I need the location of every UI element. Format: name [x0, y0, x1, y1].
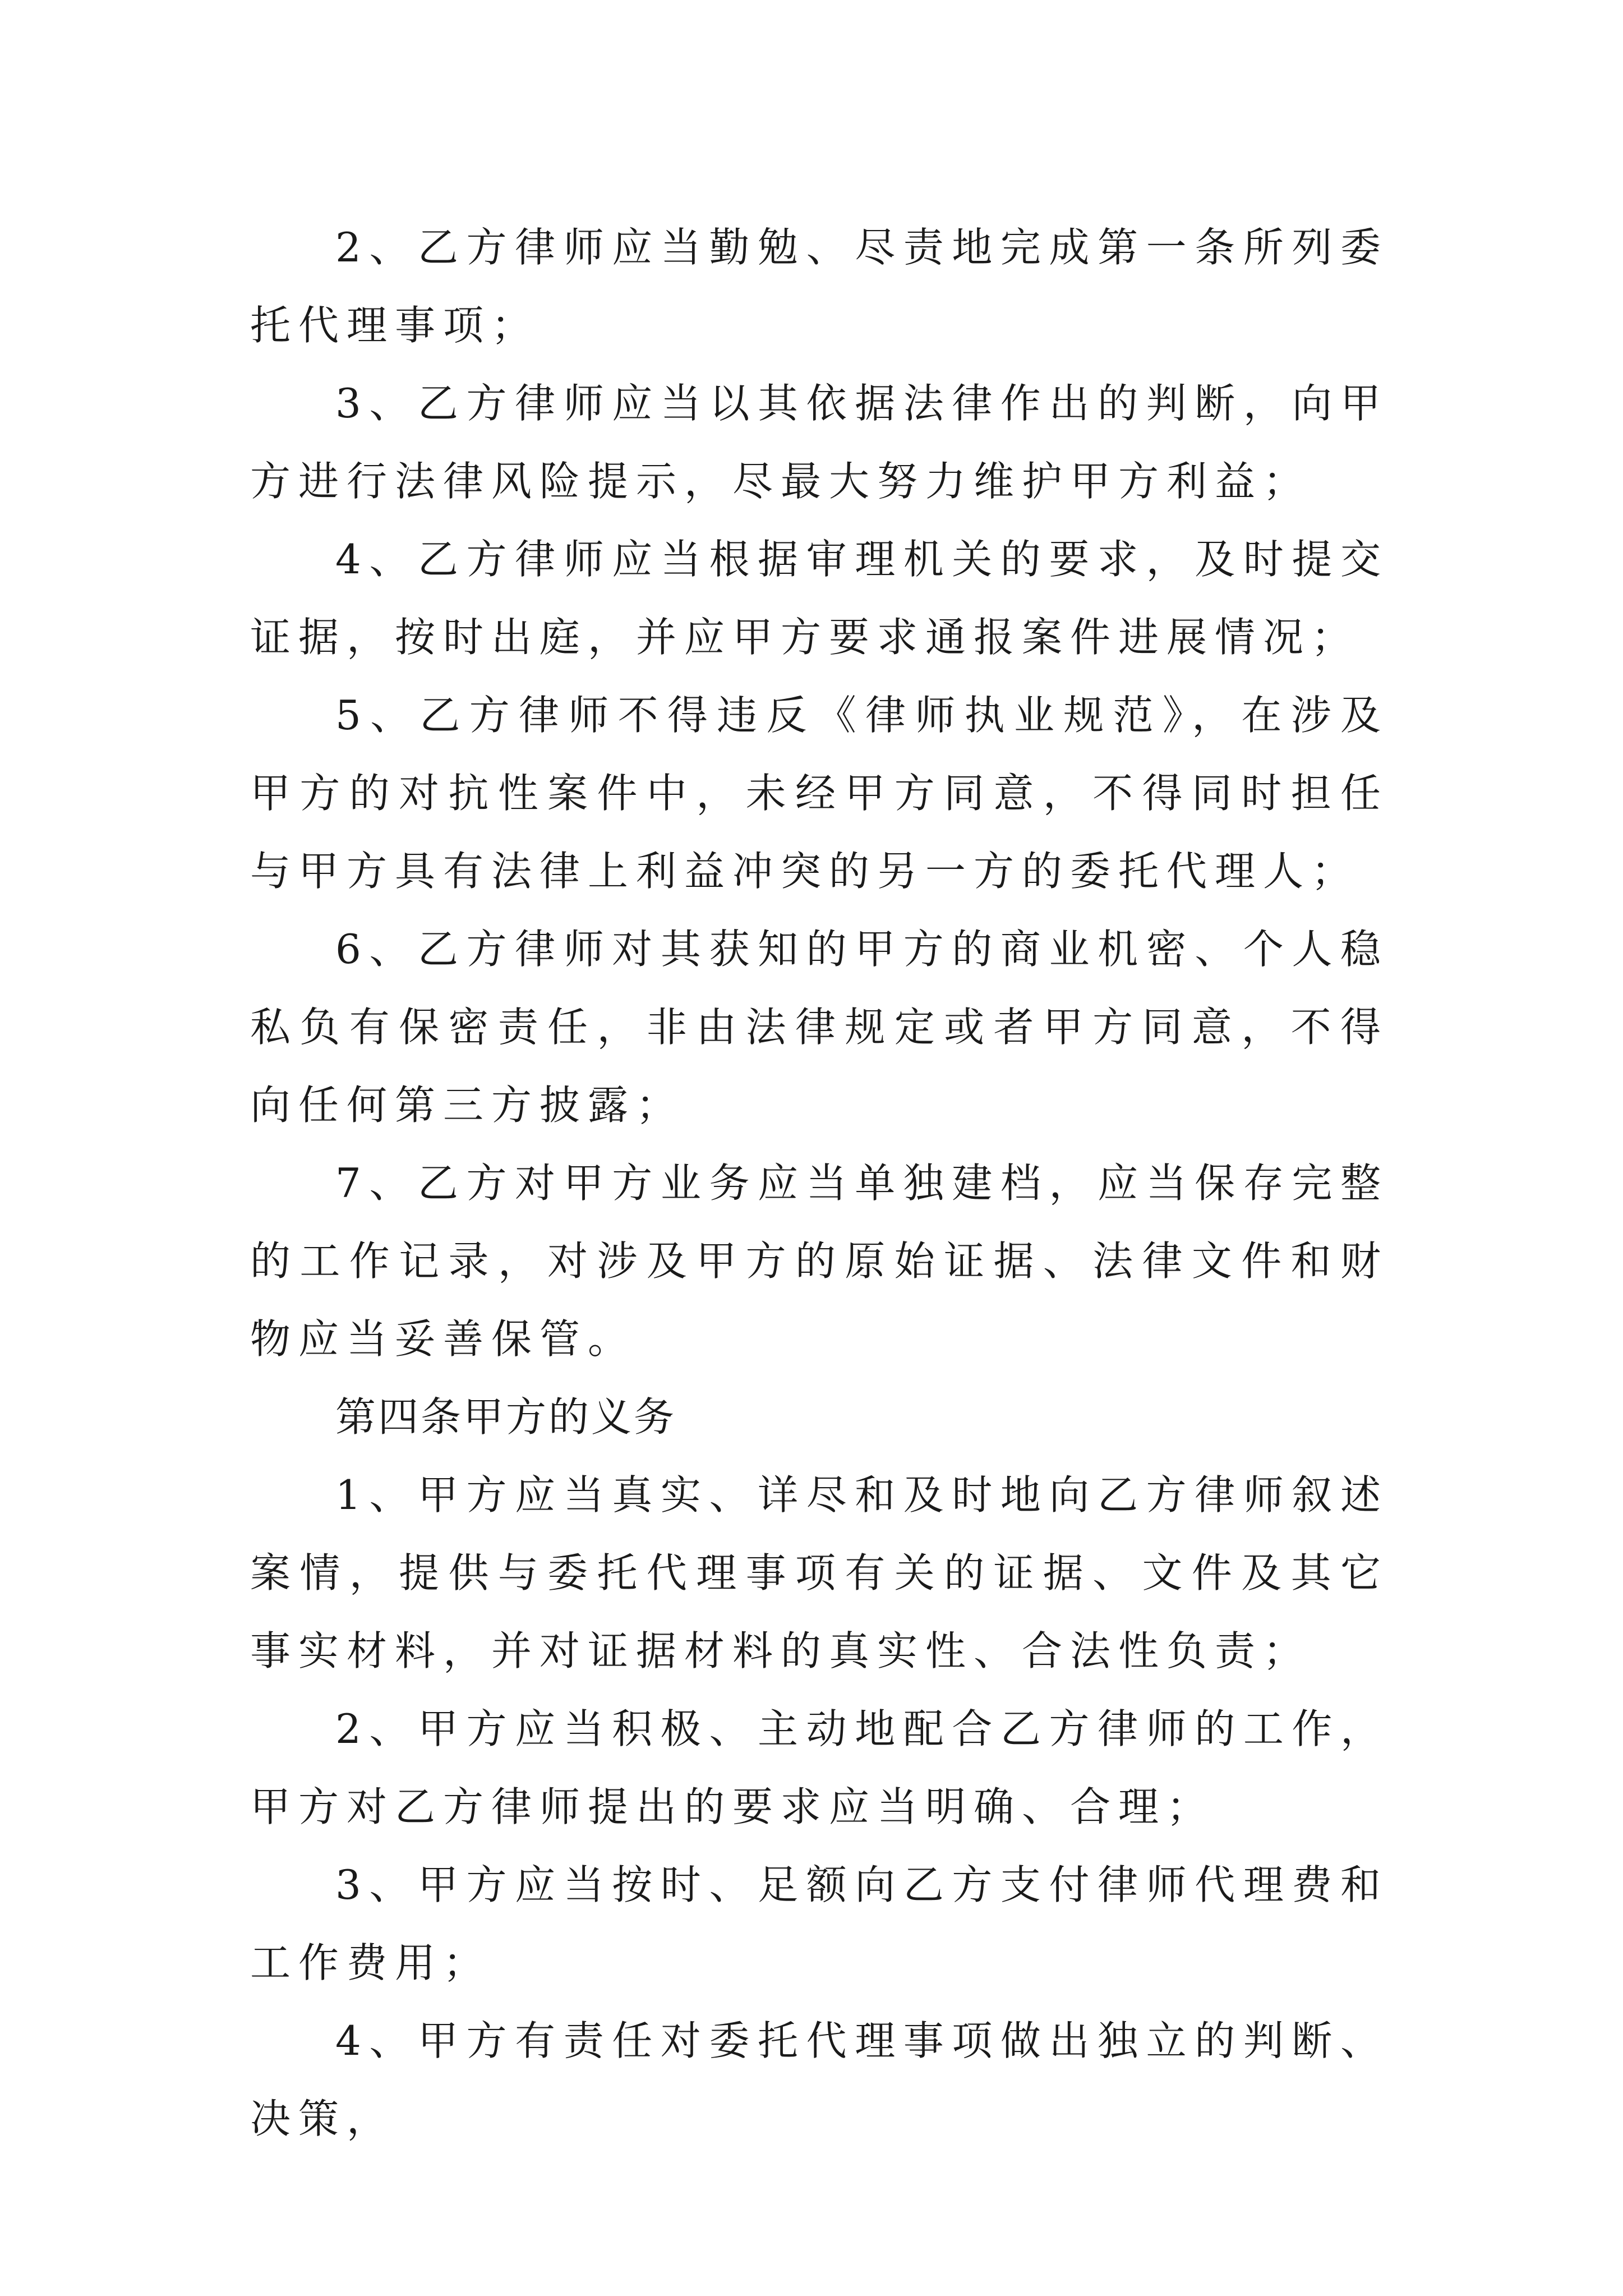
paragraph-lawyer-duty-6: 6、乙方律师对其获知的甲方的商业机密、个人稳私负有保密责任，非由法律规定或者甲方同意，不得向任何第三方披露；	[250, 926, 1389, 1129]
paragraph-lawyer-duty-3: 3、乙方律师应当以其依据法律作出的判断，向甲方进行法律风险提示，尽最大努力维护甲方利益；	[250, 380, 1389, 505]
paragraph-client-duty-1: 1、甲方应当真实、详尽和及时地向乙方律师叙述案情，提供与委托代理事项有关的证据、文件及其它事实材料，并对证据材料的真实性、合法性负责；	[250, 1471, 1389, 1674]
paragraph-lawyer-duty-4: 4、乙方律师应当根据审理机关的要求，及时提交证据，按时出庭，并应甲方要求通报案件进展情况；	[250, 536, 1389, 661]
paragraph-client-duty-4: 4、甲方有责任对委托代理事项做出独立的判断、决策，	[250, 2017, 1389, 2142]
paragraph-lawyer-duty-5: 5、乙方律师不得违反《律师执业规范》，在涉及甲方的对抗性案件中，未经甲方同意，不得同时担任与甲方具有法律上利益冲突的另一方的委托代理人；	[250, 692, 1389, 895]
paragraph-client-duty-3: 3、甲方应当按时、足额向乙方支付律师代理费和工作费用；	[250, 1861, 1389, 1986]
document-body	[250, 209, 1389, 2158]
paragraph-client-duty-2: 2、甲方应当积极、主动地配合乙方律师的工作，甲方对乙方律师提出的要求应当明确、合理；	[250, 1705, 1389, 1830]
section-heading: 第四条甲方的义务	[335, 1393, 677, 1441]
paragraph-lawyer-duty-7: 7、乙方对甲方业务应当单独建档，应当保存完整的工作记录，对涉及甲方的原始证据、法律文件和财物应当妥善保管。	[250, 1159, 1389, 1363]
paragraph-lawyer-duty-2: 2、乙方律师应当勤勉、尽责地完成第一条所列委托代理事项；	[250, 224, 1389, 349]
